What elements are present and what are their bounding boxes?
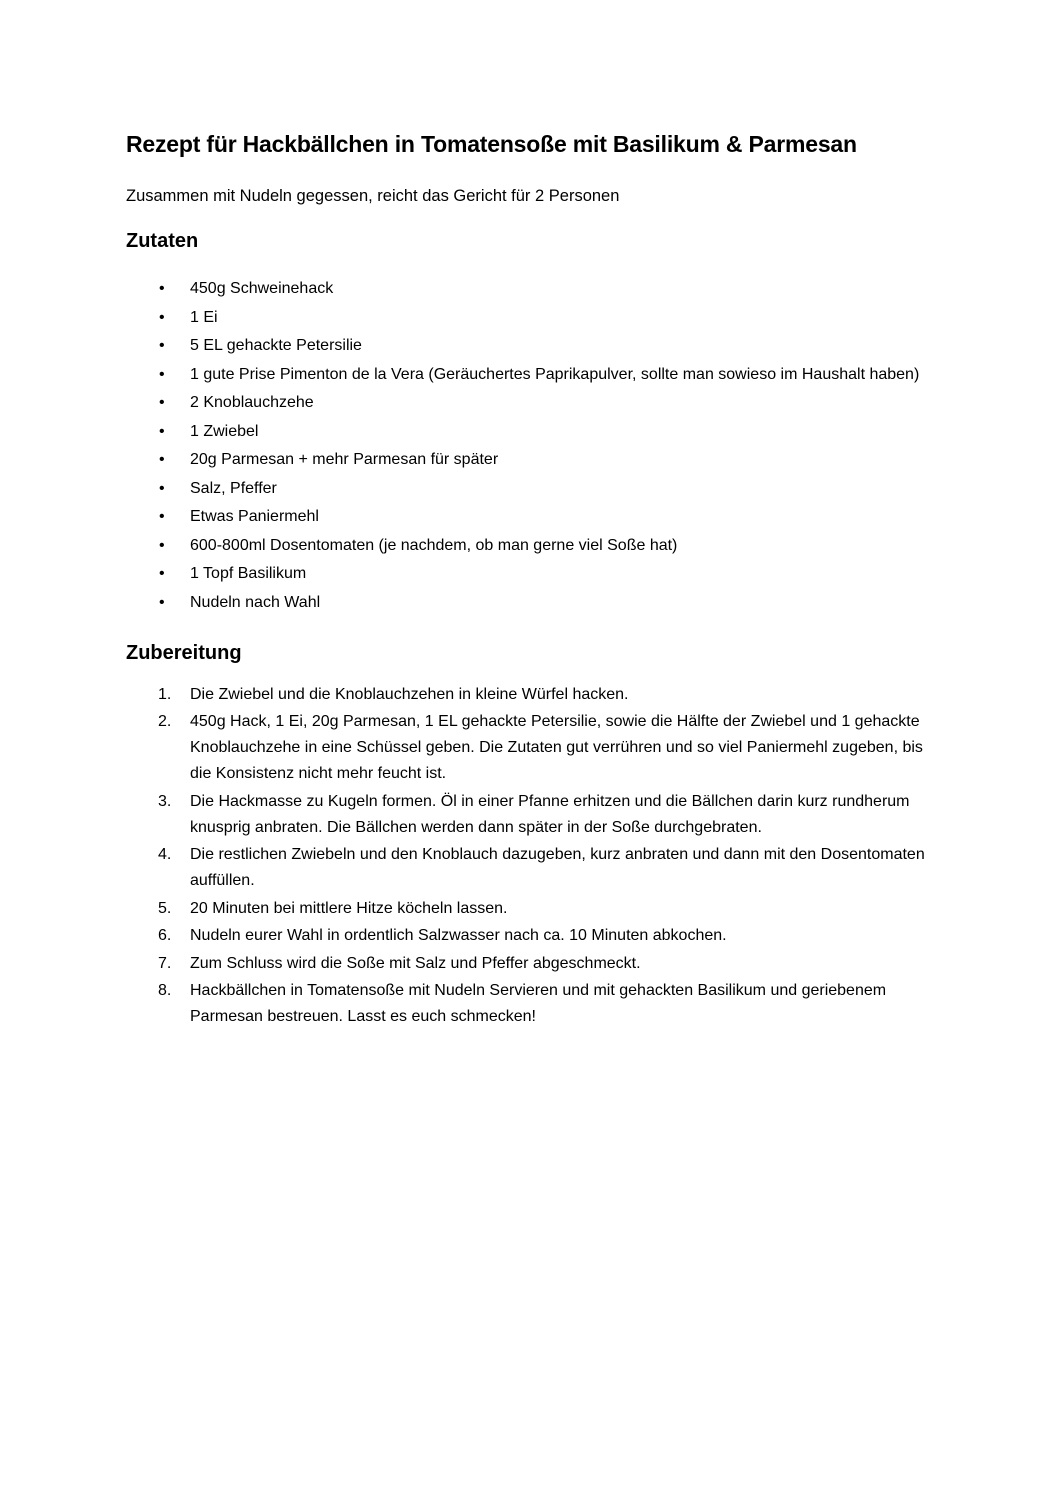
step-text: 450g Hack, 1 Ei, 20g Parmesan, 1 EL gehackte Petersilie, sowie die Hälfte der Zwiebel und 1 gehackte Knoblauchzehe in eine Schüssel geben. Die Zutaten gut verrühren und so viel Paniermehl zugeben, bis die Konsistenz nicht mehr feucht ist. [190, 713, 923, 782]
list-item [126, 362, 936, 388]
ingredient-text: 600-800ml Dosentomaten (je nachdem, ob man gerne viel Soße hat) [190, 536, 678, 554]
step-text: Die Hackmasse zu Kugeln formen. Öl in einer Pfanne erhitzen und die Bällchen darin kurz rundherum knusprig anbraten. Die Bällchen werden dann später in der Soße durchgebraten. [190, 792, 910, 836]
ingredient-text: 1 Zwiebel [190, 422, 259, 440]
bullet-icon: • [159, 479, 165, 497]
bullet-icon: • [159, 451, 165, 468]
ingredient-text: 5 EL gehackte Petersilie [190, 337, 362, 354]
ingredient-text: 450g Schweinehack [190, 280, 334, 297]
recipe-subtitle: Zusammen mit Nudeln gegessen, reicht das Gericht für 2 Personen [126, 187, 620, 205]
ingredient-text: 1 Ei [190, 308, 218, 326]
ingredient-text: 1 gute Prise Pimenton de la Vera (Geräuchertes Paprikapulver, sollte man sowieso im Haushalt haben) [190, 365, 920, 383]
list-item [126, 447, 936, 473]
list-item [126, 951, 936, 977]
step-text: Die restlichen Zwiebeln und den Knoblauch dazugeben, kurz anbraten und dann mit den Dosentomaten auffüllen. [190, 846, 925, 889]
list-item [126, 419, 936, 445]
step-text: Nudeln eurer Wahl in ordentlich Salzwasser nach ca. 10 Minuten abkochen. [190, 927, 727, 944]
bullet-icon: • [159, 308, 165, 326]
list-item [126, 533, 936, 559]
document-content [126, 126, 936, 1032]
list-item [126, 390, 936, 416]
preparation-heading: Zubereitung [126, 641, 242, 664]
bullet-icon: • [159, 508, 165, 525]
list-item [126, 709, 936, 787]
list-item [126, 504, 936, 530]
list-item [126, 896, 936, 922]
bullet-icon: • [159, 536, 165, 554]
step-number: 7. [158, 954, 172, 972]
bullet-icon: • [159, 280, 165, 297]
list-item [126, 276, 936, 302]
list-item [126, 789, 936, 841]
bullet-icon: • [159, 422, 165, 440]
bullet-icon: • [159, 394, 165, 411]
list-item [126, 978, 936, 1030]
step-number: 4. [158, 846, 172, 863]
bullet-icon: • [159, 365, 165, 383]
step-text: Zum Schluss wird die Soße mit Salz und Pfeffer abgeschmeckt. [190, 954, 641, 972]
bullet-icon: • [159, 593, 165, 611]
bullet-icon: • [159, 565, 165, 582]
list-item [126, 561, 936, 587]
step-number: 8. [158, 982, 172, 999]
ingredients-list [126, 276, 936, 616]
list-item [126, 476, 936, 502]
step-number: 3. [158, 792, 172, 810]
ingredient-text: 2 Knoblauchzehe [190, 394, 314, 411]
ingredient-text: Nudeln nach Wahl [190, 593, 321, 611]
step-number: 5. [158, 899, 172, 917]
step-text: Die Zwiebel und die Knoblauchzehen in kleine Würfel hacken. [190, 685, 629, 703]
list-item [126, 305, 936, 331]
step-text: Hackbällchen in Tomatensoße mit Nudeln Servieren und mit gehackten Basilikum und geriebenem Parmesan bestreuen. Lasst es euch schmecken! [190, 982, 887, 1025]
preparation-steps-list [126, 682, 936, 1031]
step-number: 2. [158, 713, 172, 730]
ingredients-heading: Zutaten [126, 230, 199, 252]
ingredient-text: Salz, Pfeffer [190, 479, 277, 497]
list-item [126, 333, 936, 359]
bullet-icon: • [159, 337, 165, 354]
ingredient-text: 20g Parmesan + mehr Parmesan für später [190, 451, 499, 468]
recipe-title: Rezept für Hackbällchen in Tomatensoße mit Basilikum & Parmesan [126, 131, 857, 157]
list-item [126, 923, 936, 949]
list-item [126, 682, 936, 708]
step-text: 20 Minuten bei mittlere Hitze köcheln lassen. [190, 899, 508, 917]
ingredient-text: Etwas Paniermehl [190, 508, 319, 525]
list-item [126, 842, 936, 894]
list-item [126, 590, 936, 616]
step-number: 6. [158, 927, 172, 944]
step-number: 1. [158, 685, 172, 703]
ingredient-text: 1 Topf Basilikum [190, 565, 307, 582]
